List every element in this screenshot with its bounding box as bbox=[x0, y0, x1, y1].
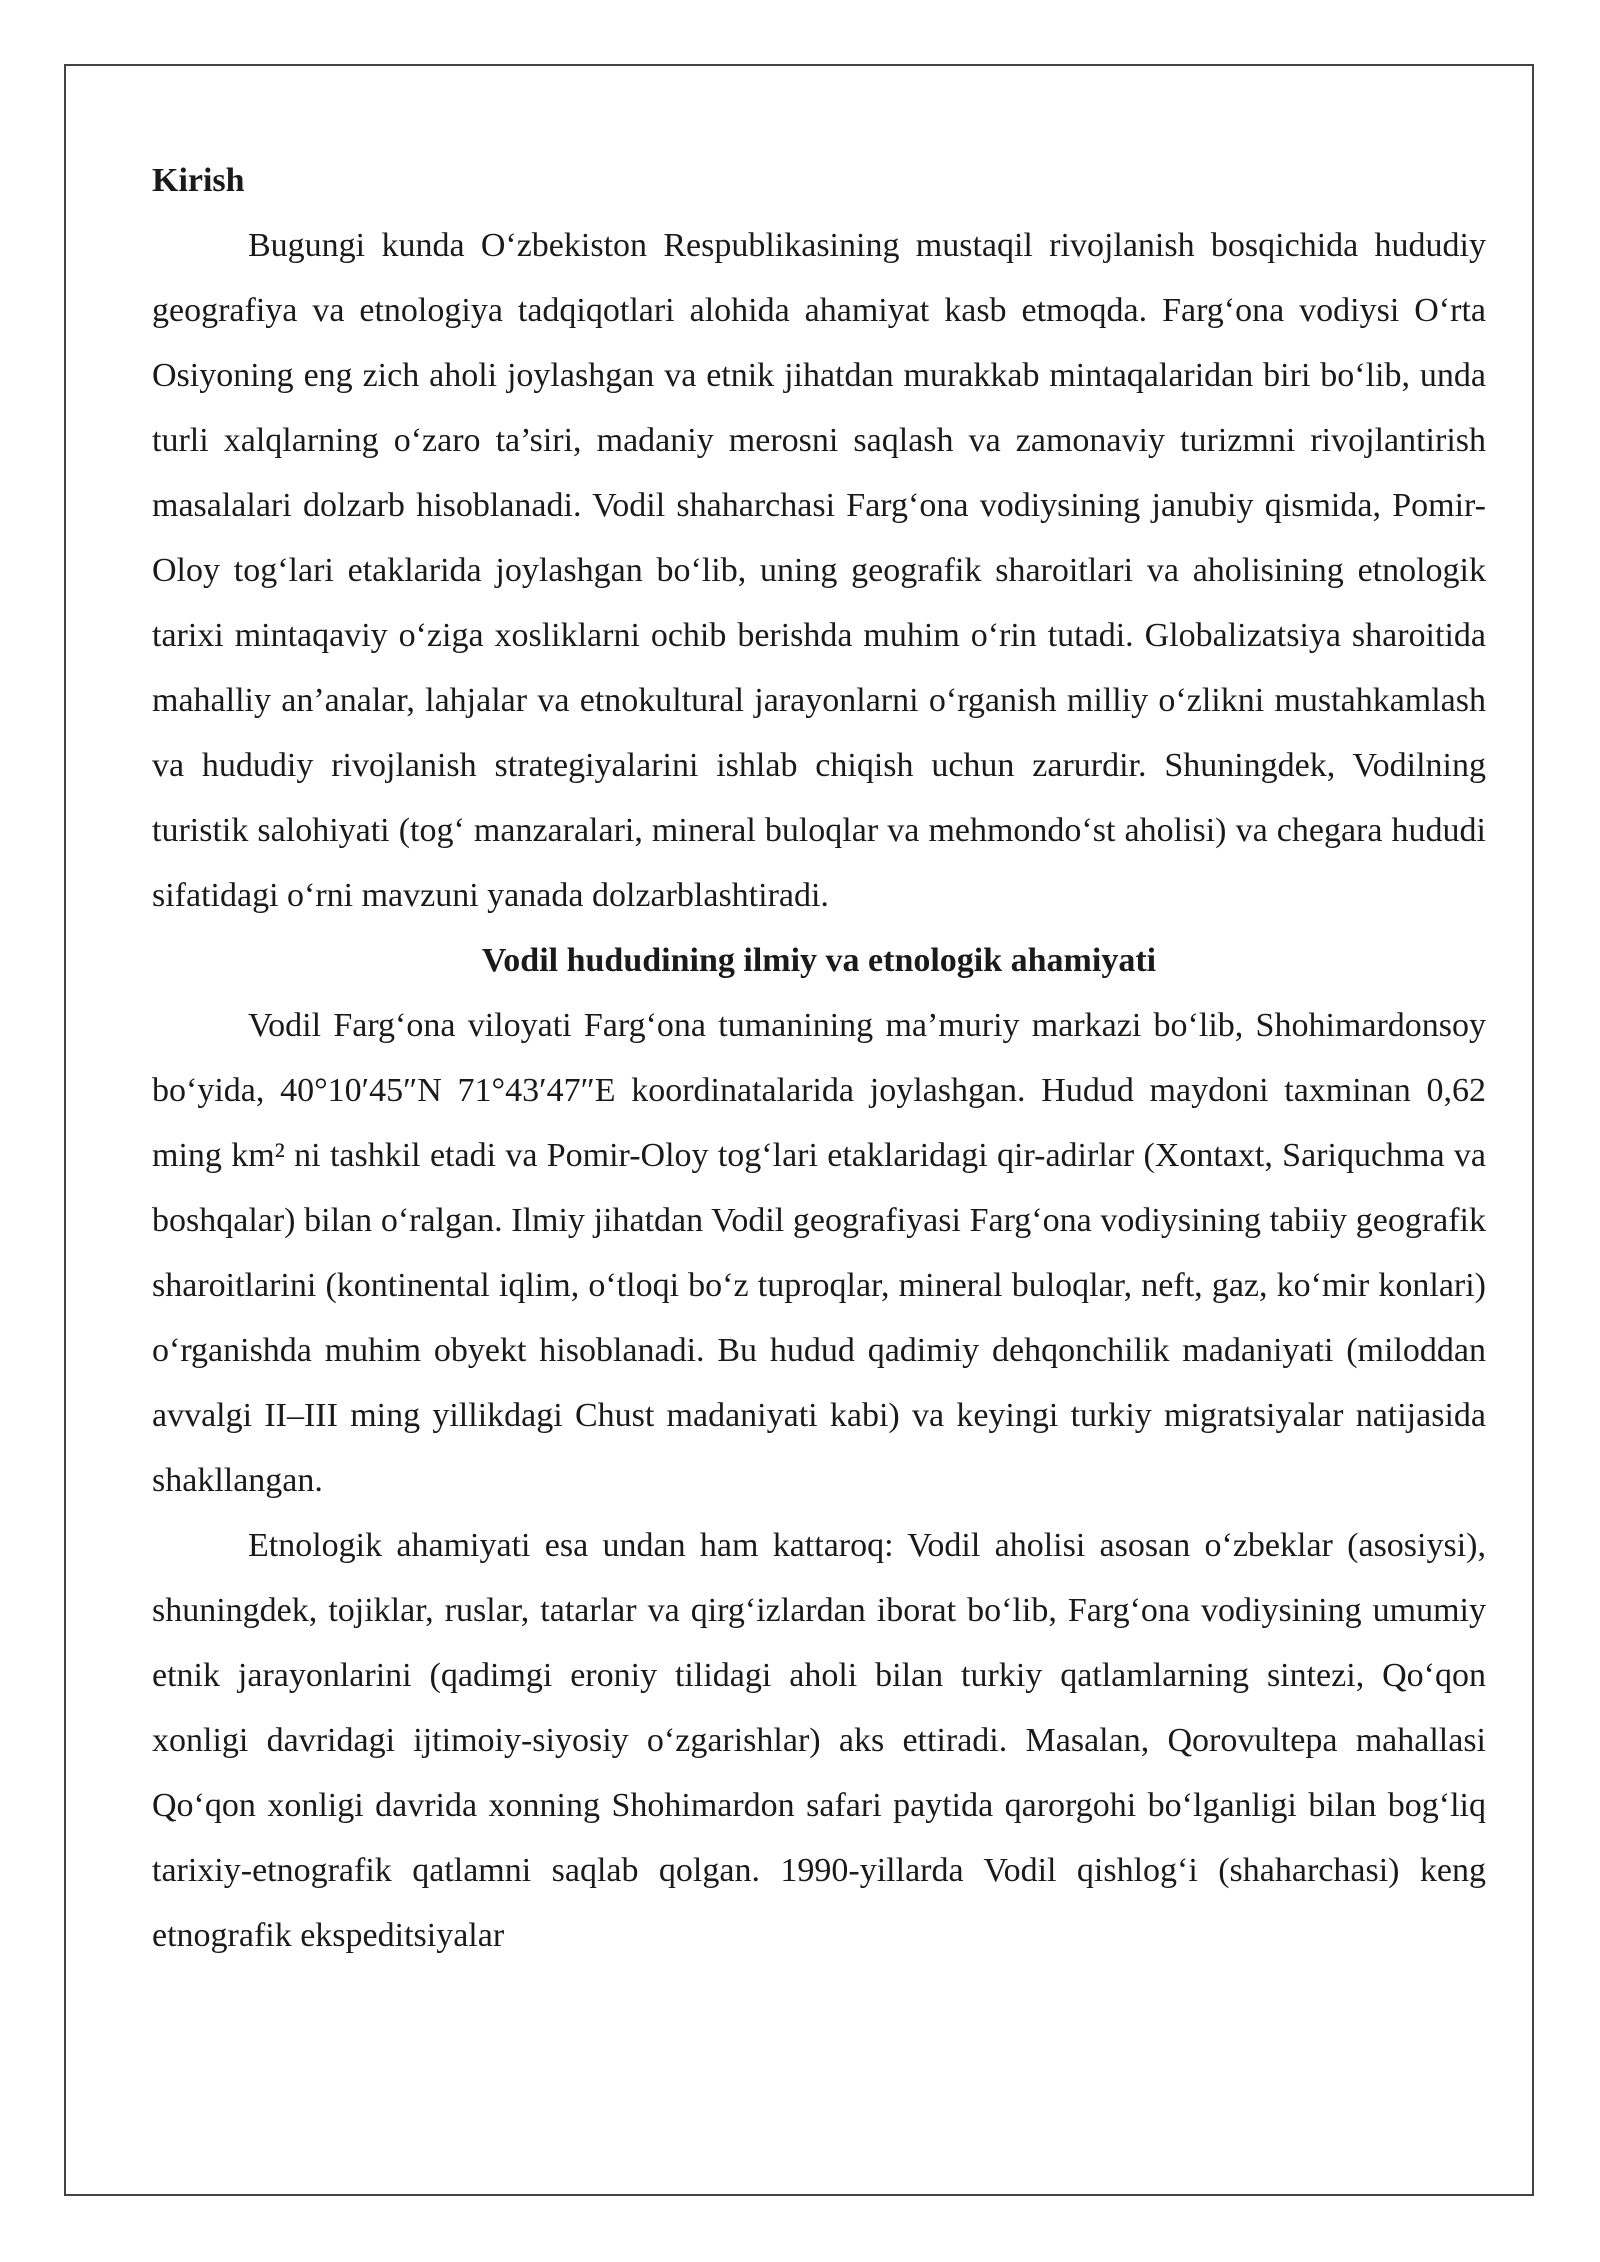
intro-heading: Kirish bbox=[152, 162, 245, 199]
section-paragraph-2: Etnologik ahamiyati esa undan ham kattaroq: Vodil aholisi asosan o‘zbeklar (asosiysi), shuningdek, tojiklar, ruslar, tatarlar va qirg‘izlardan iborat bo‘lib, Farg‘ona vodiysining umumiy etnik jarayonlarini (qadimgi eroniy tilidagi aholi bilan turkiy qatlamlarning sintezi, Qo‘qon xonligi davridagi ijtimoiy-siyosiy o‘zgarishlar) aks ettiradi. Masalan, Qorovultepa mahallasi Qo‘qon xonligi davrida xonning Shohimardon safari paytida qarorgohi bo‘lganligi bilan bog‘liq tarixiy-etnografik qatlamni saqlab qolgan. 1990-yillarda Vodil qishlog‘i (shaharchasi) keng etnografik ekspeditsiyalar bbox=[152, 1527, 1486, 1954]
section-heading: Vodil hududining ilmiy va etnologik ahamiyati bbox=[481, 942, 1157, 979]
intro-paragraph: Bugungi kunda O‘zbekiston Respublikasining mustaqil rivojlanish bosqichida hududiy geografiya va etnologiya tadqiqotlari alohida ahamiyat kasb etmoqda. Farg‘ona vodiysi O‘rta Osiyoning eng zich aholi joylashgan va etnik jihatdan murakkab mintaqalaridan biri bo‘lib, unda turli xalqlarning o‘zaro ta’siri, madaniy merosni saqlash va zamonaviy turizmni rivojlantirish masalalari dolzarb hisoblanadi. Vodil shaharchasi Farg‘ona vodiysining janubiy qismida, Pomir-Oloy tog‘lari etaklarida joylashgan bo‘lib, uning geografik sharoitlari va aholisining etnologik tarixi mintaqaviy o‘ziga xosliklarni ochib berishda muhim o‘rin tutadi. Globalizatsiya sharoitida mahalliy an’analar, lahjalar va etnokultural jarayonlarni o‘rganish milliy o‘zlikni mustahkamlash va hududiy rivojlanish strategiyalarini ishlab chiqish uchun zarurdir. Shuningdek, Vodilning turistik salohiyati (tog‘ manzaralari, mineral buloqlar va mehmondo‘st aholisi) va chegara hududi sifatidagi o‘rni mavzuni yanada dolzarblashtiradi. bbox=[152, 227, 1486, 914]
section-paragraph-1: Vodil Farg‘ona viloyati Farg‘ona tumanining ma’muriy markazi bo‘lib, Shohimardonsoy bo‘yida, 40°10′45″N 71°43′47″E koordinatalarida joylashgan. Hudud maydoni taxminan 0,62 ming km² ni tashkil etadi va Pomir-Oloy tog‘lari etaklaridagi qir-adirlar (Xontaxt, Sariquchma va boshqalar) bilan o‘ralgan. Ilmiy jihatdan Vodil geografiyasi Farg‘ona vodiysining tabiiy geografik sharoitlarini (kontinental iqlim, o‘tloqi bo‘z tuproqlar, mineral buloqlar, neft, gaz, ko‘mir konlari) o‘rganishda muhim obyekt hisoblanadi. Bu hudud qadimiy dehqonchilik madaniyati (miloddan avvalgi II–III ming yillikdagi Chust madaniyati kabi) va keyingi turkiy migratsiyalar natijasida shakllangan. bbox=[152, 1007, 1486, 1499]
document-body bbox=[152, 148, 1486, 1968]
